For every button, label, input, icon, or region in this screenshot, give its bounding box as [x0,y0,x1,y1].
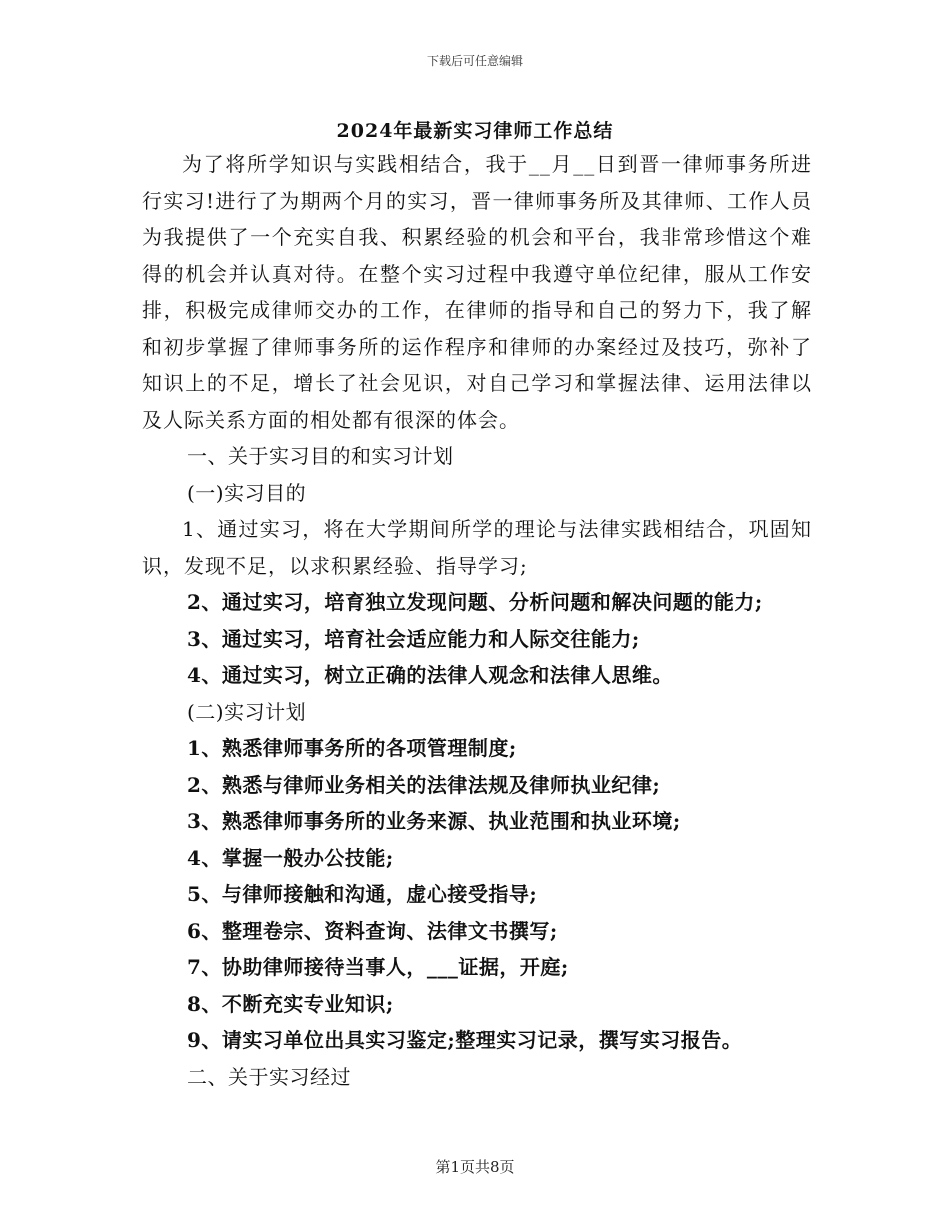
section-heading-1: 一、关于实习目的和实习计划 [187,444,454,468]
plan-item: 6、整理卷宗、资料查询、法律文书撰写; [187,918,558,943]
purpose-item: 3、通过实习，培育社会适应能力和人际交往能力; [187,626,640,651]
plan-item: 1、熟悉律师事务所的各项管理制度; [187,736,517,760]
document-title: 2024年最新实习律师工作总结 [336,120,614,142]
page-header: 下载后可任意编辑 [426,54,523,68]
plan-item: 5、与律师接触和沟通，虚心接受指导; [187,882,538,906]
plan-item: 8、不断充实专业知识; [187,991,394,1016]
section-heading-2: 二、关于实习经过 [187,1064,351,1089]
intro-paragraph: 为了将所学知识与实践相结合，我于__月__日到晋一律师事务所进行实习!进行了为期两个月的实习，晋一律师事务所及其律师、工作人员为我提供了一个充实自我、积累经验的机会和平台，我非常珍惜这个难得的机会并认真对待。在整个实习过程中我遵守单位纪律，服从工作安排，积极完成律师交办的工作，在律师的指导和自己的努力下，我了解和初步掌握了律师事务所的运作程序和律师的办案经过及技巧，弥补了知识上的不足，增长了社会见识，对自己学习和掌握法律、运用法律以及人际关系方面的相处都有很深的体会。 [142,152,812,432]
purpose-item: 4、通过实习，树立正确的法律人观念和法律人思维。 [187,663,673,687]
plan-item: 9、请实习单位出具实习鉴定;整理实习记录，撰写实习报告。 [187,1028,743,1052]
purpose-item: 2、通过实习，培育独立发现问题、分析问题和解决问题的能力; [187,590,763,614]
plan-item: 2、熟悉与律师业务相关的法律法规及律师执业纪律; [187,772,661,797]
plan-item: 7、协助律师接待当事人，___证据，开庭; [187,955,569,979]
plan-item: 4、掌握一般办公技能; [187,845,394,870]
purpose-item-1: 1、通过实习，将在大学期间所学的理论与法律实践相结合，巩固知识，发现不足，以求积累经验、指导学习; [142,517,812,578]
subsection-heading-purpose: (一)实习目的 [187,480,307,505]
subsection-heading-plan: (二)实习计划 [187,699,307,724]
plan-item: 3、熟悉律师事务所的业务来源、执业范围和执业环境; [187,809,681,833]
document-body [142,146,812,1095]
page-footer: 第1页共8页 [435,1158,515,1176]
